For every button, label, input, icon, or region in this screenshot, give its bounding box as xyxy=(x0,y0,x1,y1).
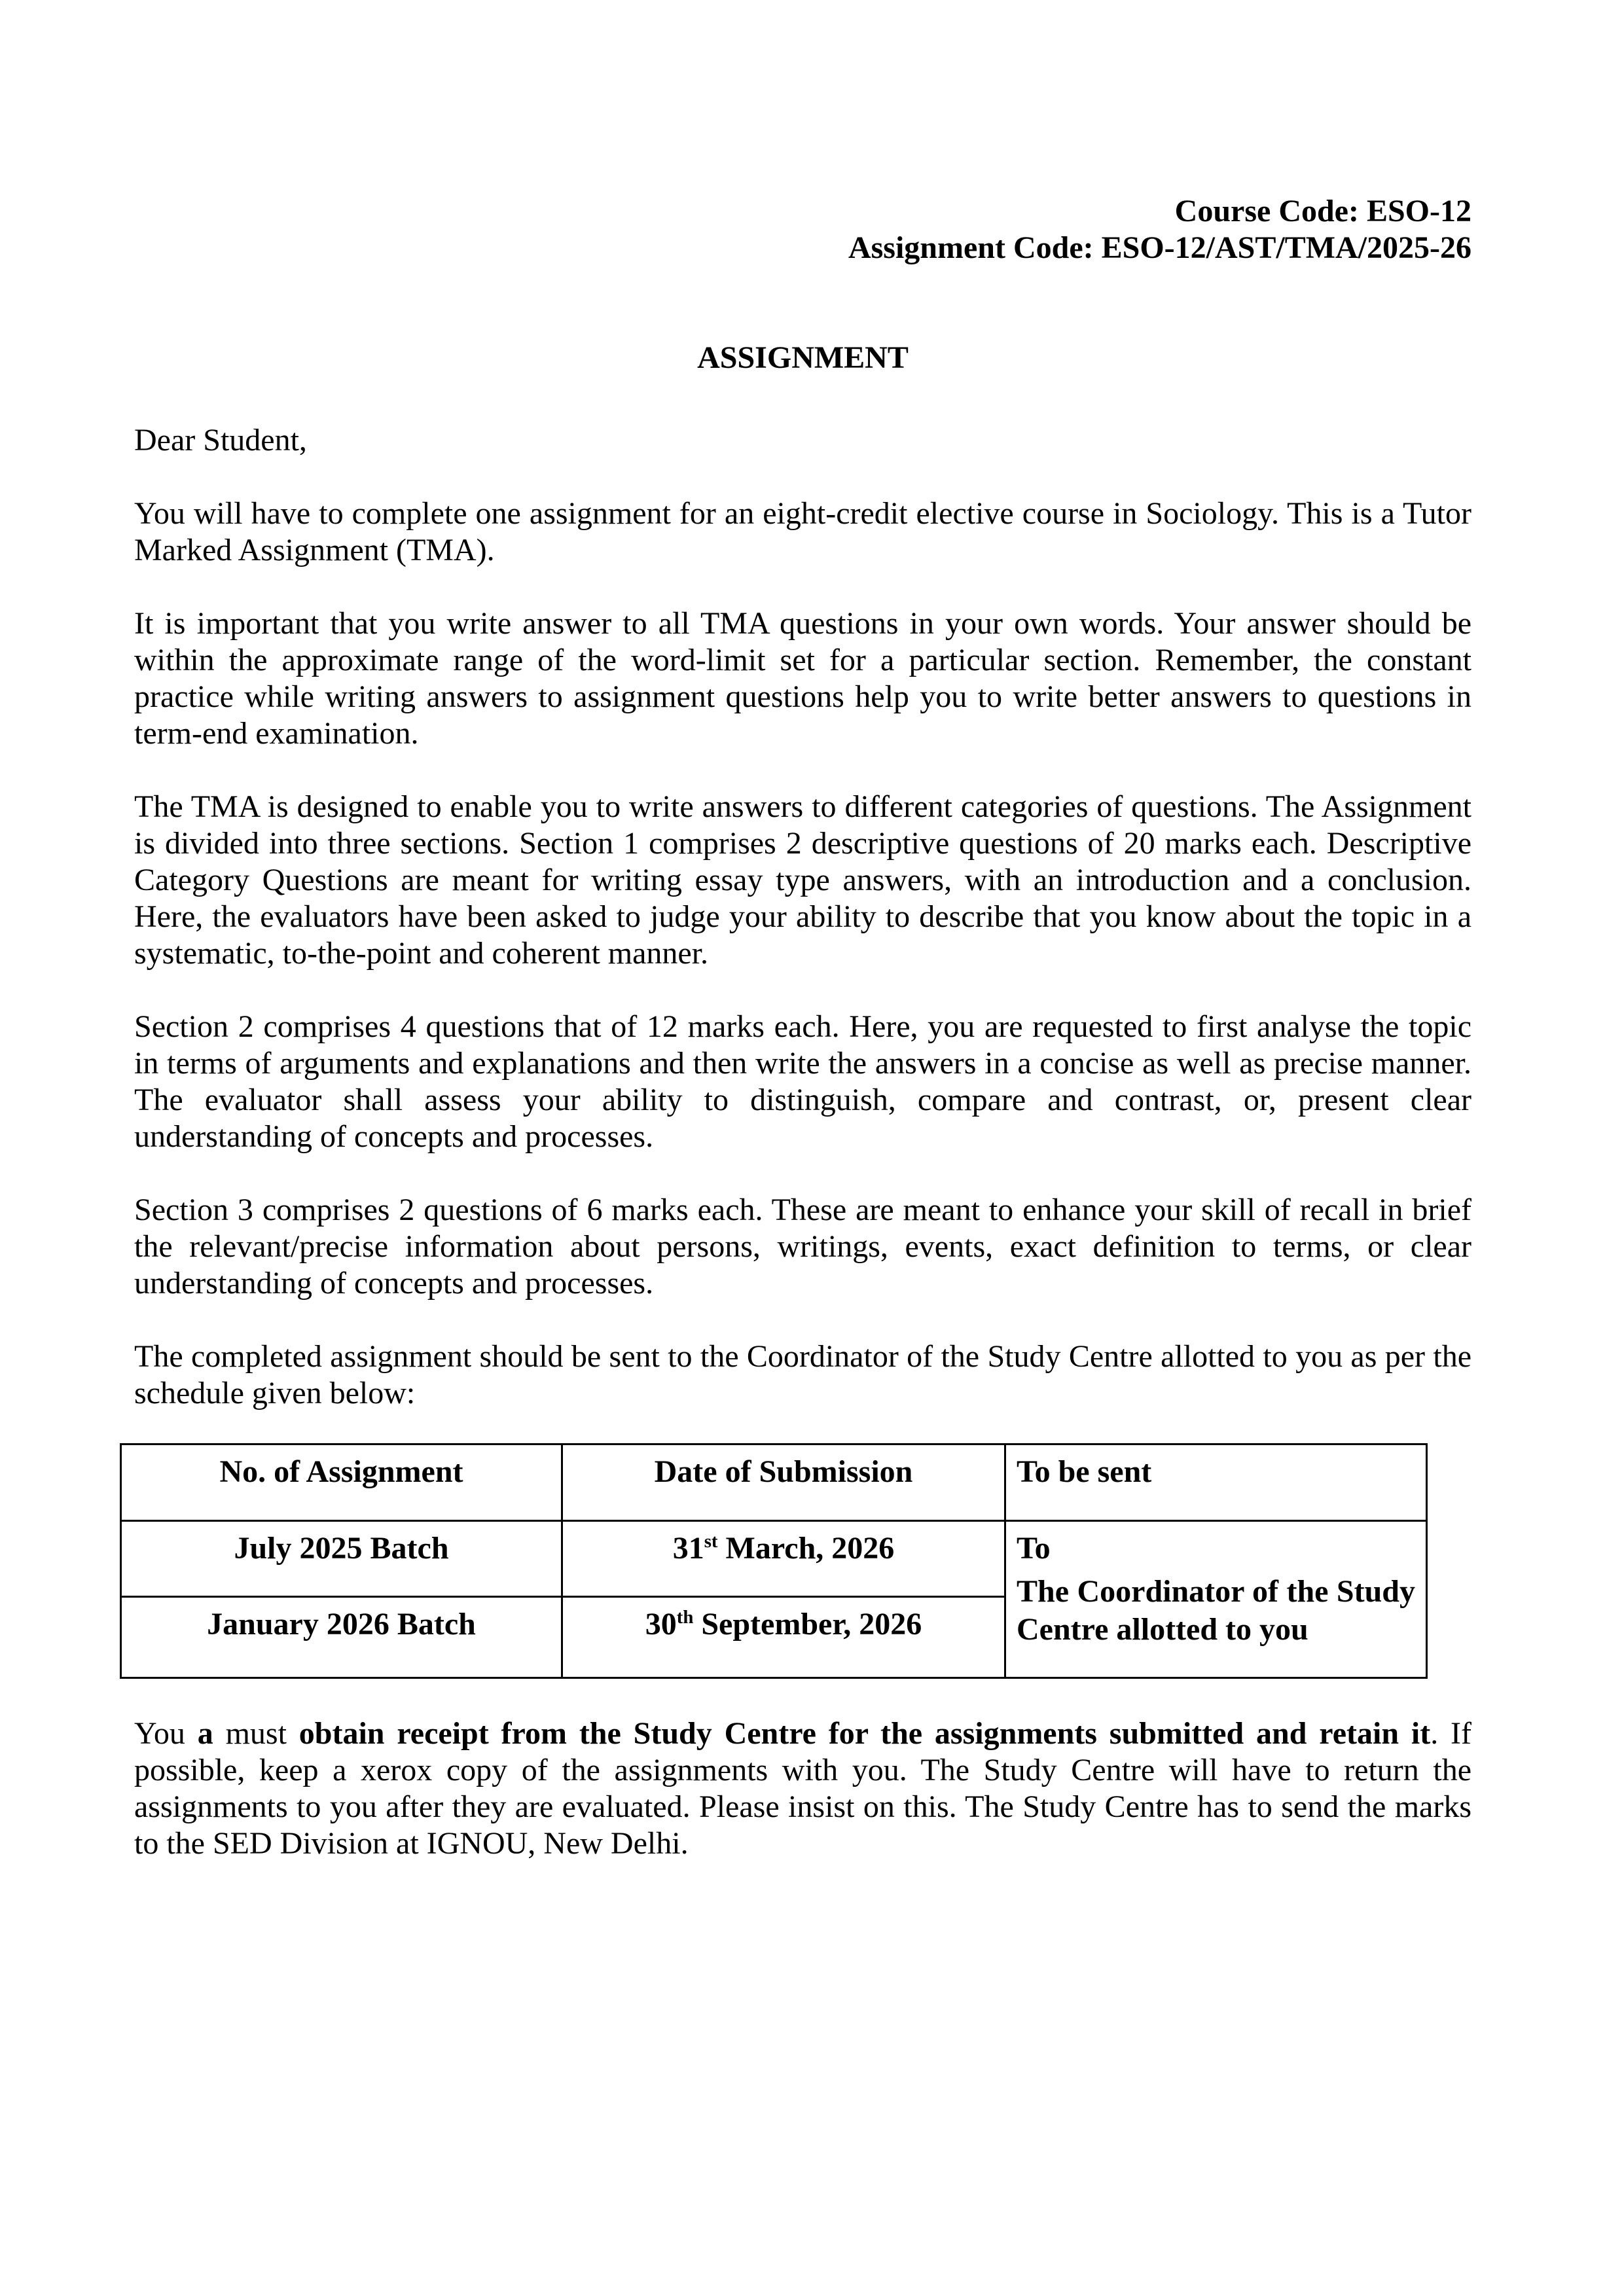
page-title: ASSIGNMENT xyxy=(697,340,909,375)
date-ordinal: st xyxy=(704,1531,718,1552)
batch-cell: July 2025 Batch xyxy=(121,1521,562,1597)
batch-cell: January 2026 Batch xyxy=(121,1597,562,1678)
closing-text: You xyxy=(134,1716,198,1751)
body-paragraph-2: It is important that you write answer to all TMA questions in your own words. Your answer should be within the approximate range of the word-limit set for a particular section. Remember, the constant practice while writing answers to assignment questions help you to write better answers to questions in term-end examination. xyxy=(134,606,1471,751)
submission-schedule-table xyxy=(120,1443,1428,1679)
body-paragraph-5: Section 3 comprises 2 questions of 6 marks each. These are meant to enhance your skill of recall in brief the relevant/precise information about persons, writings, events, exact definition to terms, or clear understanding of concepts and processes. xyxy=(134,1193,1471,1300)
letter-header xyxy=(134,193,1471,266)
body-paragraph-6: The completed assignment should be sent to the Coordinator of the Study Centre allotted to you as per the schedule given below: xyxy=(134,1339,1471,1410)
recipient-cell xyxy=(1005,1521,1427,1678)
assignment-code-line: Assignment Code: ESO-12/AST/TMA/2025-26 xyxy=(848,230,1471,265)
recipient-address: The Coordinator of the Study Centre allotted to you xyxy=(1017,1574,1415,1647)
date-day: 30 xyxy=(645,1607,677,1641)
date-ordinal: th xyxy=(676,1607,694,1628)
header-no-of-assignment: No. of Assignment xyxy=(121,1444,562,1521)
date-day: 31 xyxy=(672,1531,704,1566)
closing-text: . If possible, keep a xerox copy of the assignments with you. The Study Centre will have to return the assignments to you after they are evaluated. Please insist on this. The Study Centre has to send the marks to the SED Division at IGNOU, New Delhi. xyxy=(134,1716,1472,1861)
closing-text: must xyxy=(213,1716,299,1751)
date-cell xyxy=(562,1521,1005,1597)
recipient-line-to: To xyxy=(1017,1531,1051,1566)
body-paragraph-4: Section 2 comprises 4 questions that of 12 marks each. Here, you are requested to first analyse the topic in terms of arguments and explanations and then write the answers in a concise as well as precise manner. The evaluator shall assess your ability to distinguish, compare and contrast, or, present clear understanding of concepts and processes. xyxy=(134,1009,1471,1154)
header-to-be-sent: To be sent xyxy=(1005,1444,1427,1521)
body-paragraph-3: The TMA is designed to enable you to write answers to different categories of questions. The Assignment is divided into three sections. Section 1 comprises 2 descriptive questions of 20 marks each. Descriptive Category Questions are meant for writing essay type answers, with an introduction and a conclusion. Here, the evaluators have been asked to judge your ability to describe that you know about the topic in a systematic, to-the-point and coherent manner. xyxy=(134,789,1471,971)
body-paragraph-1: You will have to complete one assignment for an eight-credit elective course in Sociology. This is a Tutor Marked Assignment (TMA). xyxy=(134,496,1471,567)
document-page xyxy=(134,193,1471,1862)
table-header-row xyxy=(121,1444,1427,1521)
date-cell xyxy=(562,1597,1005,1678)
header-date-of-submission: Date of Submission xyxy=(562,1444,1005,1521)
closing-paragraph xyxy=(134,1715,1471,1862)
salutation: Dear Student, xyxy=(134,423,307,457)
date-rest: September, 2026 xyxy=(693,1607,922,1641)
date-rest: March, 2026 xyxy=(717,1531,895,1566)
closing-bold-text: obtain receipt from the Study Centre for the assignments submitted and retain it xyxy=(298,1716,1431,1751)
closing-bold-text: a xyxy=(197,1716,213,1751)
table-row-july-2025 xyxy=(121,1521,1427,1597)
course-code-line: Course Code: ESO-12 xyxy=(1174,194,1471,228)
